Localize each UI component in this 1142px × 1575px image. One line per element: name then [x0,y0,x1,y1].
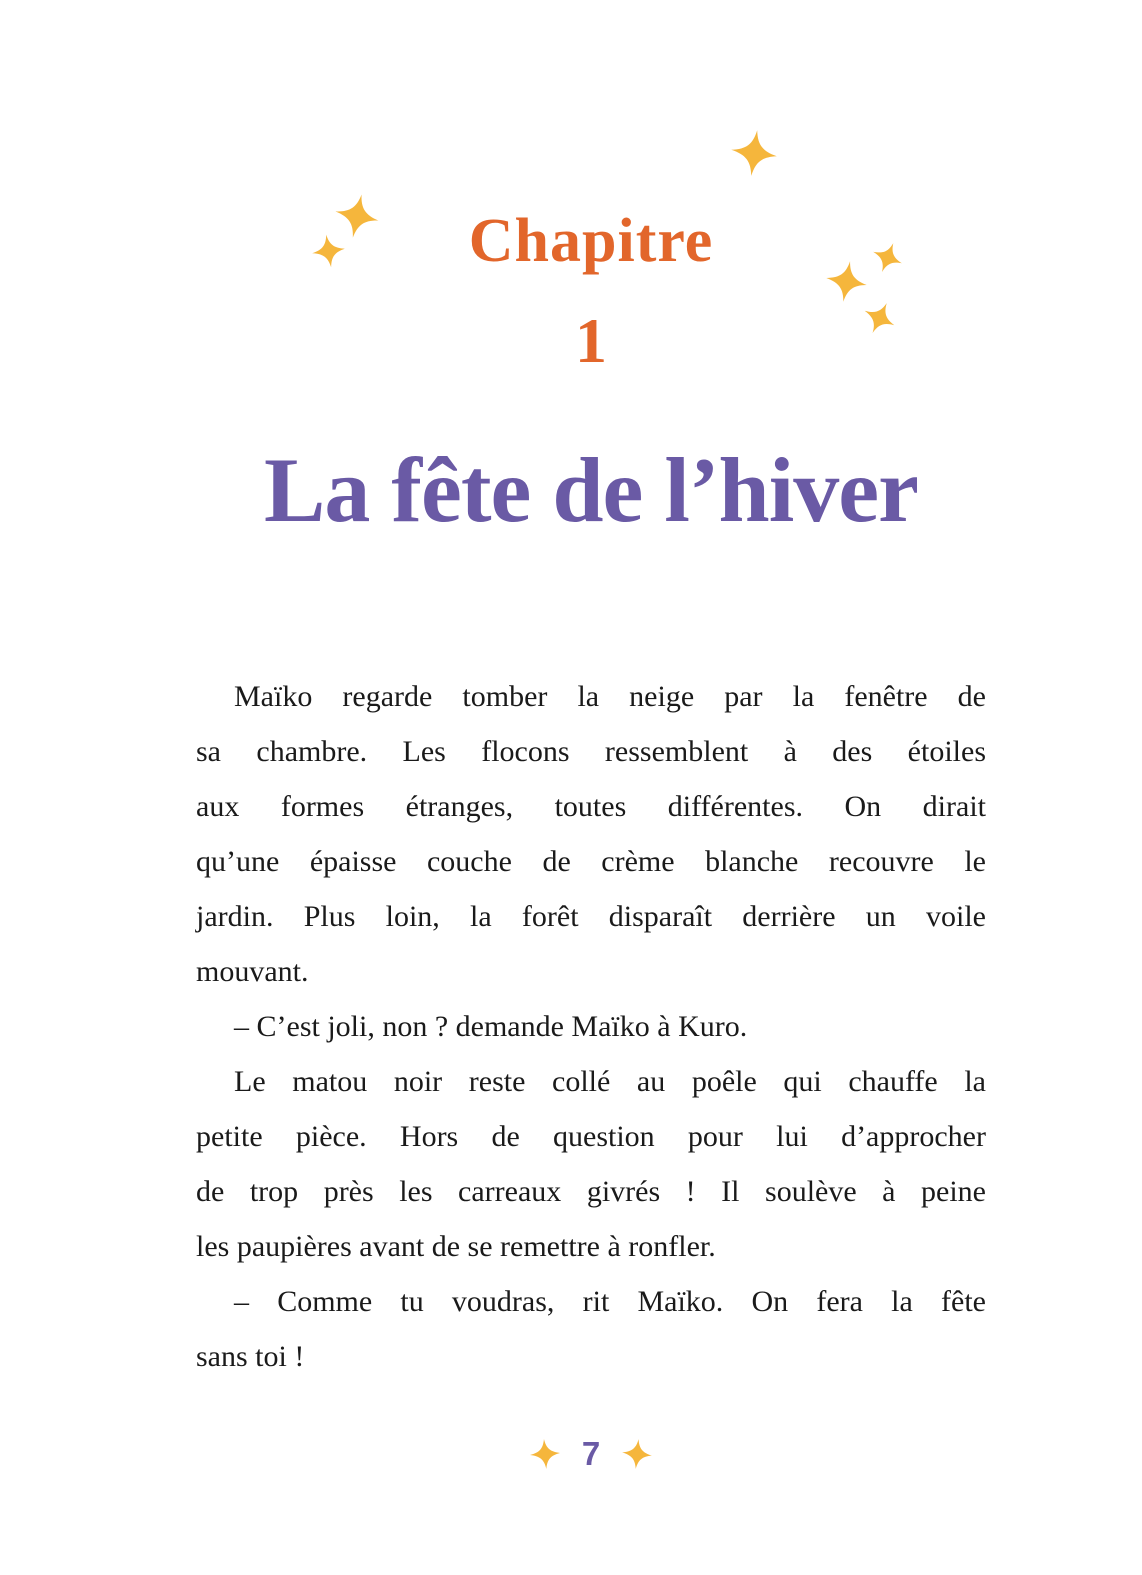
body-line: – Comme tu voudras, rit Maïko. On fera la fête [234,1285,986,1318]
chapter-heading [196,202,986,374]
chapter-label: Chapitre [468,207,714,275]
sparkle-icon [620,1436,653,1473]
body-line: – C’est joli, non ? demande Maïko à Kuro. [234,1010,748,1043]
body-line: sa chambre. Les flocons ressemblent à des étoiles [196,735,986,768]
body-line: mouvant. [196,955,309,988]
body-line: aux formes étranges, toutes différentes. On dirait [196,790,986,823]
body-line: les paupières avant de se remettre à ronfler. [196,1230,716,1263]
chapter-title: La fête de l’hiver [264,439,918,541]
body-line: Le matou noir reste collé au poêle qui chauffe la [234,1065,986,1098]
sparkle-icon [727,118,781,188]
body-line: de trop près les carreaux givrés ! Il soulève à peine [196,1175,986,1208]
body-text [196,669,986,1384]
body-line: qu’une épaisse couche de crème blanche recouvre le [196,845,986,878]
title-block [196,430,986,550]
body-line: sans toi ! [196,1340,305,1373]
page-footer [196,1432,986,1476]
body-line: petite pièce. Hors de question pour lui d’approcher [196,1120,986,1153]
body-line: jardin. Plus loin, la forêt disparaît derrière un voile [196,900,986,933]
sparkle-icon [529,1436,561,1472]
chapter-number: 1 [575,305,607,376]
body-line: Maïko regarde tomber la neige par la fenêtre de [234,680,986,713]
page-number: 7 [581,1435,601,1472]
